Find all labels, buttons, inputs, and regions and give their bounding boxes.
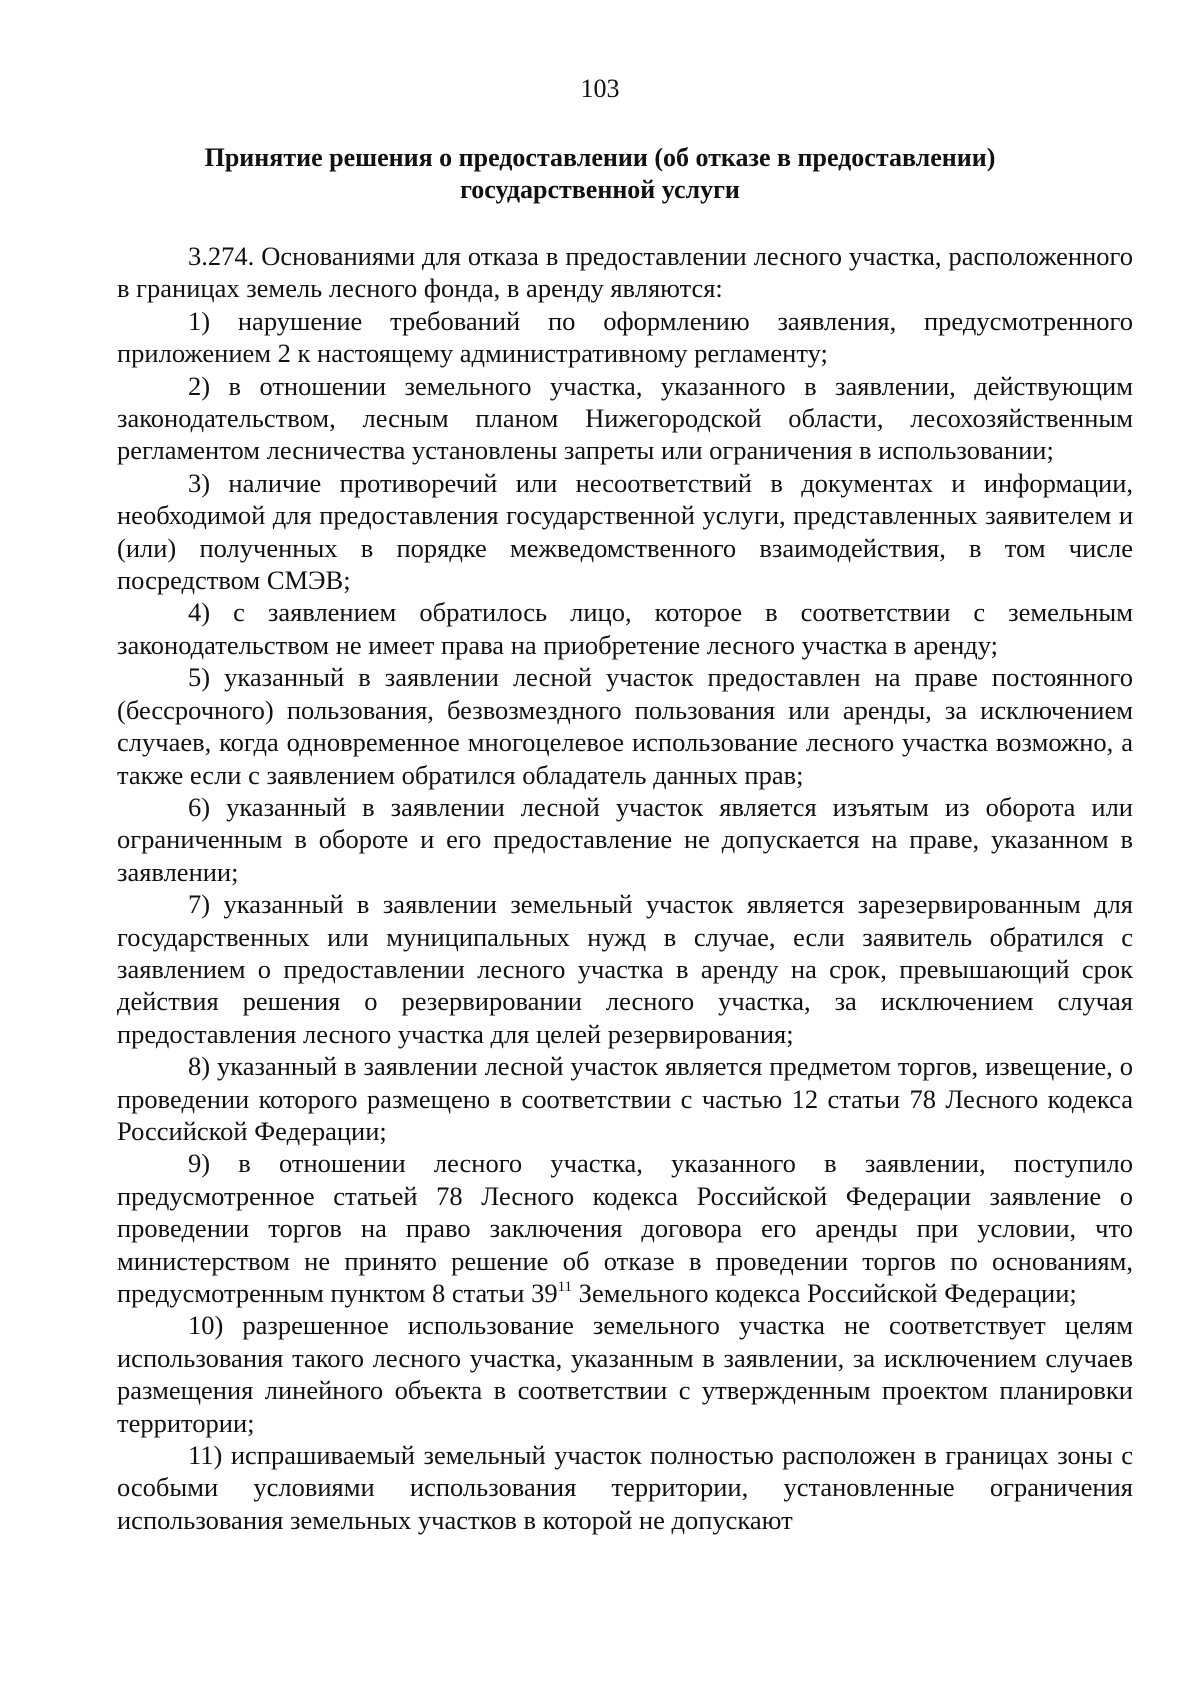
- list-item-4: 4) с заявлением обратилось лицо, которое в соответствии с земельным законодательством не имеет права на приобретение лесного участка в аренду;: [117, 597, 1133, 660]
- page-number: 103: [580, 74, 620, 103]
- section-heading-line-1: Принятие решения о предоставлении (об отказе в предоставлении): [204, 143, 996, 172]
- list-item-6: 6) указанный в заявлении лесной участок является изъятым из оборота или ограниченным в обороте и его предоставление не допускается на праве, указанном в заявлении;: [117, 791, 1133, 887]
- list-item-3: 3) наличие противоречий или несоответствий в документах и информации, необходимой для предоставления государственной услуги, представленных заявителем и (или) полученных в порядке межведомственного взаимодействия, в том числе посредством СМЭВ;: [117, 467, 1133, 596]
- list-item-8: 8) указанный в заявлении лесной участок является предметом торгов, извещение, о проведении которого размещено в соответствии с частью 12 статьи 78 Лесного кодекса Российской Федерации;: [117, 1051, 1133, 1146]
- list-item-9: [117, 1147, 1133, 1309]
- list-item-10: 10) разрешенное использование земельного участка не соответствует целям использования такого лесного участка, указанным в заявлении, за исключением случаев размещения линейного объекта в соответствии с утвержденным проектом планировки территории;: [117, 1310, 1133, 1438]
- list-item-9-text: 9) в отношении лесного участка, указанного в заявлении, поступило предусмотренное статьей 78 Лесного кодекса Российской Федерации заявление о проведении торгов на право заключения договора его аренды при условии, что министерством не принято решение об отказе в проведении торгов по основаниям, предусмотренным пунктом 8 статьи 39: [117, 1148, 1133, 1308]
- section-heading: [170, 142, 1030, 206]
- paragraph-intro: 3.274. Основаниями для отказа в предоставлении лесного участка, расположенного в границах земель лесного фонда, в аренду являются:: [117, 241, 1133, 304]
- list-item-9-text-end: Земельного кодекса Российской Федерации;: [572, 1278, 1077, 1308]
- section-heading-line-2: государственной услуги: [460, 175, 740, 204]
- list-item-2: 2) в отношении земельного участка, указанного в заявлении, действующим законодательством, лесным планом Нижегородской области, лесохозяйственным регламентом лесничества установлены запреты или ограничения в использовании;: [117, 370, 1133, 466]
- list-item-11: 11) испрашиваемый земельный участок полностью расположен в границах зоны с особыми условиями использования территории, установленные ограничения использования земельных участков в которой не допускают: [117, 1440, 1133, 1535]
- list-item-1: 1) нарушение требований по оформлению заявления, предусмотренного приложением 2 к настоящему административному регламенту;: [117, 305, 1133, 369]
- superscript-11: 11: [557, 1279, 573, 1295]
- list-item-7: 7) указанный в заявлении земельный участок является зарезервированным для государственных или муниципальных нужд в случае, если заявитель обратился с заявлением о предоставлении лесного участка в аренду на срок, превышающий срок действия решения о резервировании лесного участка, за исключением случая предоставления лесного участка для целей резервирования;: [117, 889, 1133, 1049]
- document-body: [117, 240, 1133, 1536]
- list-item-5: 5) указанный в заявлении лесной участок предоставлен на праве постоянного (бессрочного) пользования, безвозмездного пользования или аренды, за исключением случаев, когда одновременное многоцелевое использование лесного участка возможно, а также если с заявлением обратился обладатель данных прав;: [117, 662, 1133, 790]
